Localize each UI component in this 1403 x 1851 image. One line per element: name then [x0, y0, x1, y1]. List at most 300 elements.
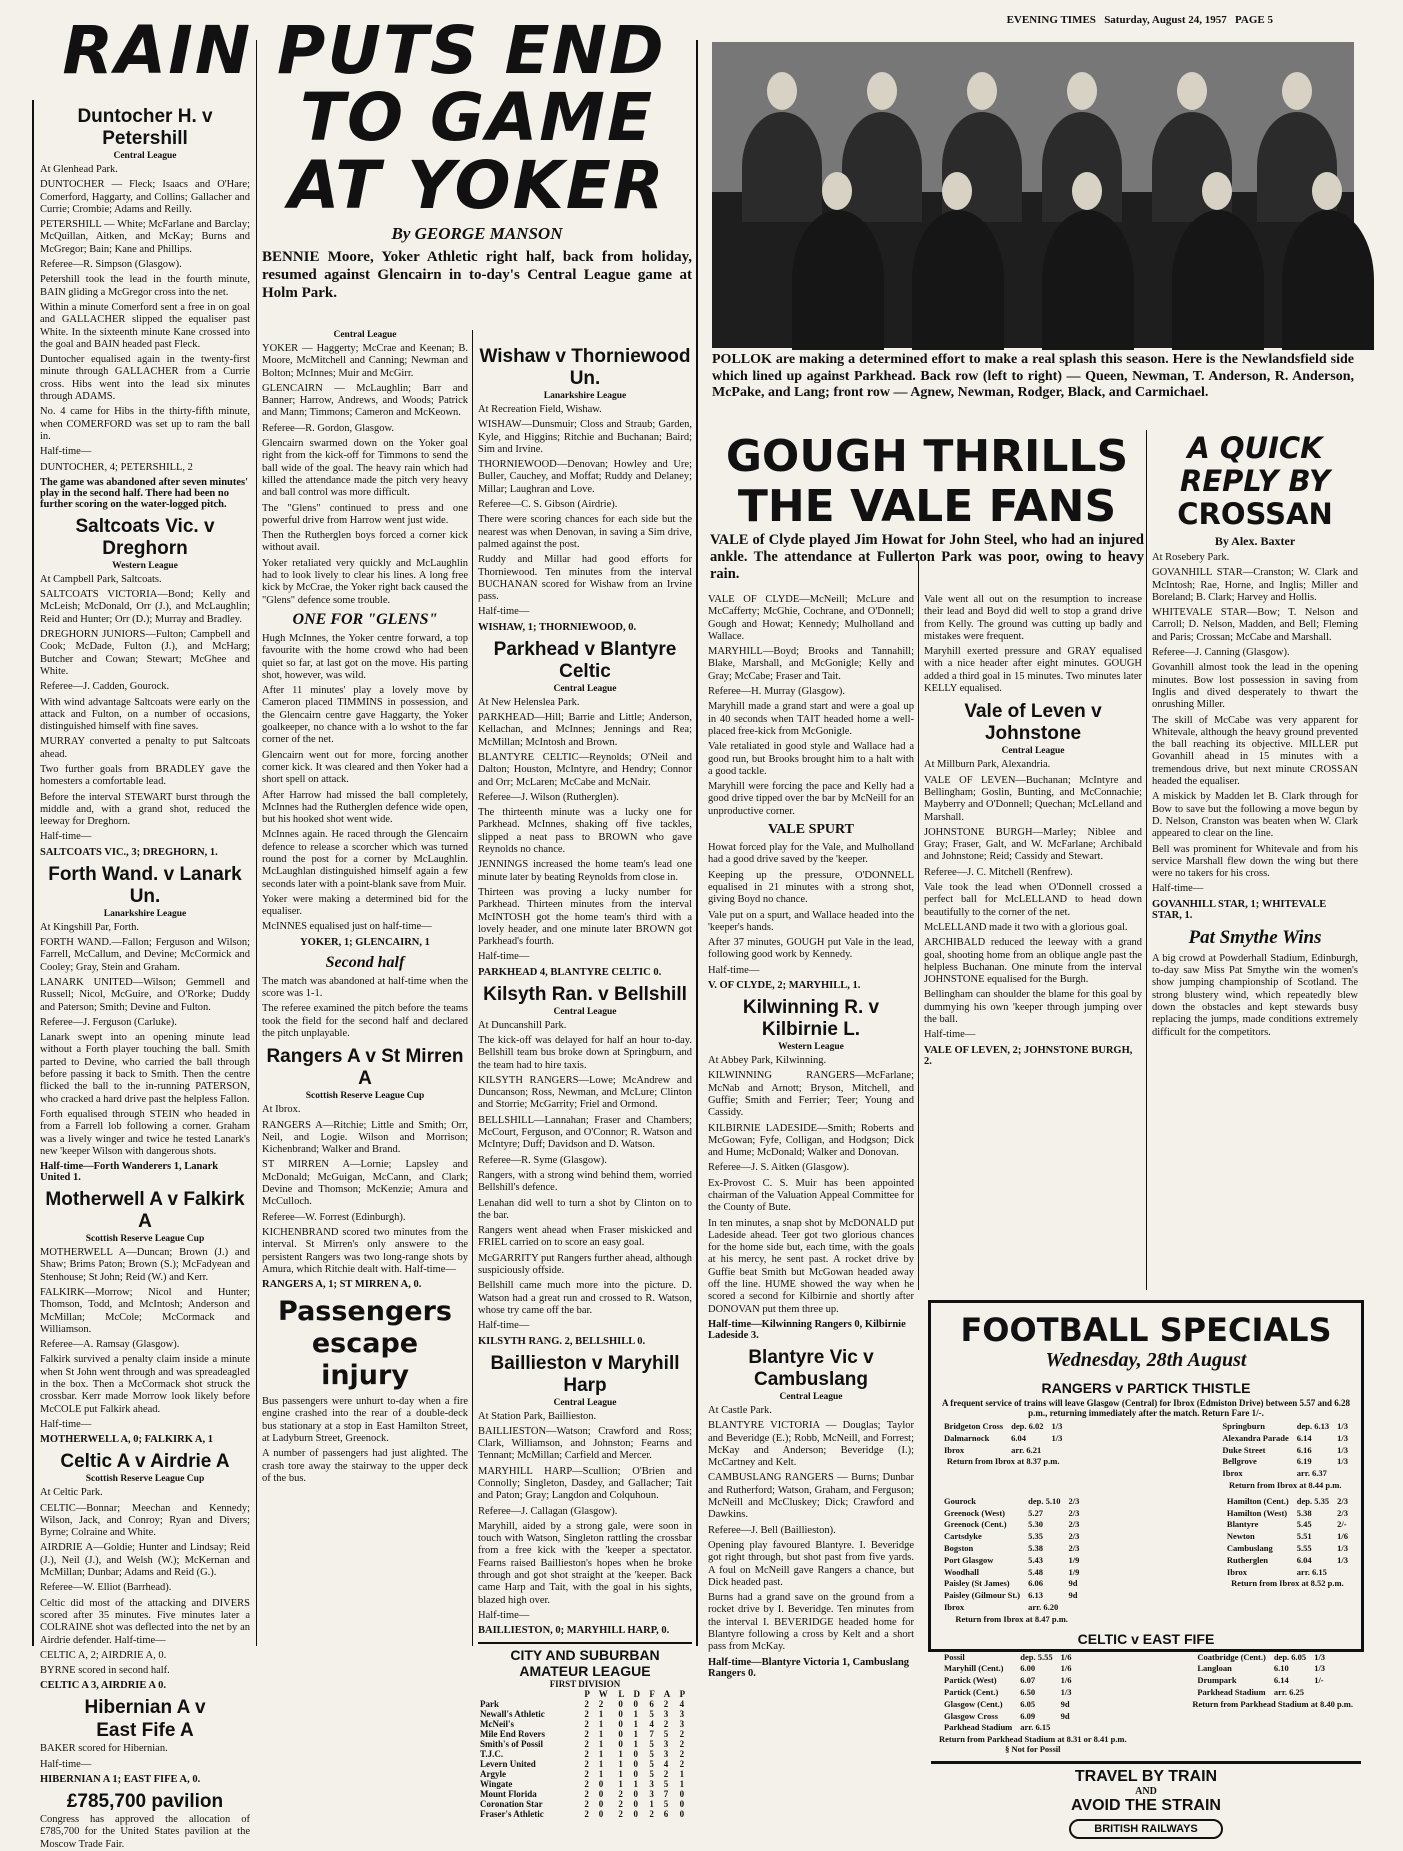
story-para: In ten minutes, a snap shot by McDONALD put Ladeside ahead. Teer got two glorious chances for the home side but, each time, with the goals at his mercy, he sent past. A rocket drive by Guffie beat Smith but McGowan headed away off the line. HUME showed the way when he scored a second for Kilbirnie and shortly after DONOVAN put them three up.	[708, 1217, 914, 1315]
rangers-stmirren-title: Rangers A v St Mirren A	[266, 1046, 464, 1090]
column-1-stories	[40, 106, 250, 1691]
table-cell: 2	[679, 1729, 685, 1740]
story-score: KILSYTH RANG. 2, BELLSHILL 0.	[478, 1335, 646, 1347]
story-para: KICHENBRAND scored two minutes from the interval. St Mirren's only answere to the persistent Rangers was two long-range shots by Amura, which Ritchie dealt with. Half-time—	[262, 1226, 468, 1275]
timetable-cell: 5.27	[1028, 1507, 1043, 1518]
story-para: Falkirk survived a penalty claim inside a minute when St John went through and was spreadeagled in the box. Then a McCormack shot struck the crossbar. Kerr made Morrow look likely before McCOLE put Falkirk ahead.	[40, 1354, 250, 1415]
story-para: Referee—J. Callagan (Glasgow).	[478, 1505, 618, 1517]
story-para: Referee—J. Bell (Baillieston).	[708, 1524, 836, 1536]
story-para: Bellshill came much more into the picture. D. Watson had a great run and crossed to R. Watson, whose try came off the bar.	[478, 1280, 692, 1316]
table-cell: 2	[584, 1789, 589, 1800]
table-cell: 2	[598, 1699, 604, 1710]
table-header-cell: L	[618, 1689, 625, 1700]
timetable-cell: 6.05	[1020, 1698, 1036, 1709]
timetable-cell: dep. 5.35	[1296, 1495, 1330, 1506]
timetable-row	[1224, 1556, 1351, 1566]
story-para: Maryhill were forcing the pace and Kelly had a good drive tipped over the bar by McNeill for an unproductive corner.	[708, 781, 914, 817]
col1-4-story	[40, 1451, 250, 1691]
timetable-cell: 5.30	[1028, 1519, 1043, 1530]
story-para: At Millburn Park, Alexandria.	[924, 759, 1051, 771]
table-cell: Mount Florida	[480, 1789, 537, 1800]
player-figure	[1282, 210, 1374, 350]
story-para: Ex-Provost C. S. Muir has been appointed chairman of the Valuation Appeal Committee for the County of Bute.	[708, 1177, 914, 1214]
story-para: Referee—W. Forrest (Edinburgh).	[262, 1211, 406, 1223]
table-cell: 0	[598, 1799, 604, 1810]
timetable-cell: Paisley (St James)	[944, 1578, 1010, 1589]
col1-3-story	[40, 1189, 250, 1445]
table-cell: 1	[618, 1749, 623, 1760]
table-cell: Mile End Rovers	[480, 1729, 545, 1740]
match-title: Saltcoats Vic. v Dreghorn	[75, 515, 215, 559]
timetable-cell: 1/3	[1337, 1456, 1348, 1467]
table-cell: 0	[633, 1749, 638, 1760]
table-cell: 0	[633, 1759, 638, 1770]
hibernian-title-1: Hibernian A v	[84, 1697, 206, 1719]
table-cell: 1	[618, 1759, 623, 1770]
timetable-cell: 1/3	[1337, 1542, 1348, 1553]
player-face	[867, 72, 897, 110]
story-para: Ruddy and Millar had good efforts for Thorniewood. Ten minutes from the interval BUCHANAN scored for Wishaw from an Irvine pass.	[478, 554, 692, 603]
story-para: At Abbey Park, Kilwinning.	[708, 1055, 827, 1067]
table-cell: 1	[598, 1749, 604, 1760]
story-para: MOTHERWELL A—Duncan; Brown (J.) and Shaw; Brims Paton; Brown (S.); McFadyean and Stenhouse; St John; Reid (W.) and Kerr.	[40, 1247, 250, 1283]
yoker-para: Then the Rutherglen boys forced a corner kick without avail.	[262, 530, 468, 554]
column-4	[708, 594, 914, 1679]
table-cell: 1	[633, 1779, 638, 1790]
player-figure	[842, 112, 922, 222]
table-cell: 2	[663, 1719, 669, 1730]
timetable-cell: 6.09	[1020, 1710, 1036, 1721]
amateur-division: FIRST DIVISION	[549, 1679, 621, 1690]
table-row	[478, 1769, 692, 1779]
table-cell: 0	[618, 1739, 623, 1750]
ad-slogan-1: TRAVEL BY TRAIN	[1074, 1767, 1218, 1785]
story-para: DUNTOCHER, 4; PETERSHILL, 2	[40, 461, 193, 473]
photo-caption: POLLOK are making a determined effort to make a real splash this season. Here is the Newlandsfield side which lined up against Parkhead. Back row (left to right) — Queen, Newman, T. Anderson, R. Anderson, McPake, and Lang; front row — Agnew, Newman, Rodger, Black, and Carmichael.	[712, 352, 1354, 400]
timetable-cell: 1/3	[1060, 1686, 1072, 1697]
table-cell: 2	[663, 1769, 669, 1780]
timetable-row	[941, 1434, 1065, 1444]
table-cell: 5	[649, 1769, 654, 1780]
timetable-cell: arr. 6.15	[1296, 1566, 1327, 1577]
table-cell: 2	[584, 1739, 589, 1750]
timetable-cell	[1058, 1723, 1075, 1733]
table-cell: 0	[679, 1809, 685, 1820]
table-cell: 5	[663, 1729, 669, 1740]
timetable-row	[1194, 1688, 1328, 1698]
vale-leven-title: Vale of Leven v Johnstone	[964, 701, 1102, 745]
story-para: No. 4 came for Hibs in the thirty-fifth minute, when COMERFORD was set up to ram the ball in.	[40, 406, 250, 442]
story-para: Maryhill, aided by a strong gale, were soon in touch with Watson, Singleton rattling the crossbar from a free kick with the 'keeper a spectator. Fearns raised Baillieston's hopes when he broke through and got shot straight at the 'keeper. Back came Harp and Tait, with the goal in his sights, blazed high over.	[478, 1520, 692, 1606]
story-para: Referee—J. Wilson (Rutherglen).	[478, 791, 619, 803]
timetable-row	[1224, 1544, 1351, 1554]
hibernian-title-2: East Fife A	[96, 1720, 194, 1742]
timetable-cell: Bridgeton Cross	[944, 1421, 1004, 1431]
table-row	[478, 1759, 692, 1769]
league-table-header	[478, 1689, 692, 1699]
story-para: Petershill took the lead in the fourth minute, BAIN gliding a McGregor cross into the net.	[40, 274, 250, 298]
league-name: Central League	[553, 683, 617, 694]
story-para: Referee—J. Ferguson (Carluke).	[40, 1016, 177, 1028]
table-cell: 1	[649, 1799, 654, 1810]
timetable-row	[941, 1568, 1082, 1578]
story-para: Vale retaliated in good style and Wallace had a good run, but Brooks brought him to a halt with a good tackle.	[708, 741, 914, 777]
table-cell: Fraser's Athletic	[480, 1809, 544, 1820]
yoker-team-1: YOKER — Haggerty; McCrae and Keenan; B. Moore, McMitchell and Canning; Newman and Bolton; McInnes; Muir and McGirr.	[262, 343, 468, 379]
page-number: PAGE 5	[1235, 14, 1273, 26]
timetable-block	[939, 1420, 1067, 1491]
table-cell: 0	[598, 1789, 604, 1800]
story-para: Bellingham can shoulder the blame for this goal by dummying his own 'keeper through jumping over the ball.	[924, 989, 1142, 1026]
timetable-cell: 2/3	[1068, 1542, 1080, 1553]
yoker-para: The match was abandoned at half-time when the score was 1-1.	[262, 975, 468, 1000]
table-cell: 3	[679, 1719, 685, 1730]
story-para: VALE OF CLYDE—McNeill; McLure and McCafferty; McGhie, Cochrane, and O'Donnell; Gough and Howat; Kennedy; Mulholland and Wallace.	[708, 594, 914, 642]
story-para: After 37 minutes, GOUGH put Vale in the lead, following good work by Kennedy.	[708, 937, 914, 961]
story-para: At Kingshill Par, Forth.	[40, 921, 140, 933]
match-title: Blantyre Vic v Cambuslang	[748, 1346, 874, 1390]
story-para: Opening play favoured Blantyre. I. Beveridge got right through, but shot past from five yards. A foul on McNeill gave Rangers a chance, but Dick headed past.	[708, 1539, 914, 1588]
amateur-title-1: CITY AND SUBURBAN	[510, 1647, 660, 1664]
timetable-cell: Woodhall	[944, 1566, 979, 1577]
col1-1-story	[40, 516, 250, 858]
timetable-cell: Blantyre	[1226, 1519, 1259, 1530]
table-row	[478, 1729, 692, 1739]
story-score: Half-time—Blantyre Victoria 1, Cambuslang Rangers 0.	[708, 1656, 910, 1679]
story-para: Bell was prominent for Whitevale and from his service Marshall flew down the wing but there were no takers for his cross.	[1152, 843, 1358, 880]
paper-date: Saturday, August 24, 1957	[1104, 14, 1227, 26]
league-table-body	[478, 1699, 692, 1819]
crossan-headline-1: A QUICK	[1187, 431, 1323, 465]
table-cell: 4	[663, 1759, 669, 1770]
match-title: Kilsyth Ran. v Bellshill	[483, 983, 687, 1005]
gough-crosshead: VALE SPURT	[768, 822, 854, 838]
table-cell: 1	[598, 1759, 604, 1770]
table-cell: 2	[584, 1699, 589, 1710]
table-header-cell: W	[598, 1689, 608, 1700]
story-para: KILSYTH RANGERS—Lowe; McAndrew and Duncanson; Ross, Newman, and McLure; Clinton and Storrie; McGarrity; Friel and Ormond.	[478, 1074, 692, 1111]
story-para: Half-time—	[478, 1609, 530, 1621]
timetable-cell: 6.04	[1011, 1432, 1026, 1443]
table-cell: 5	[649, 1749, 654, 1760]
timetable-cell: arr. 6.37	[1296, 1468, 1327, 1479]
timetable-cell: 9d	[1068, 1590, 1078, 1601]
table-header-cell: F	[649, 1689, 655, 1700]
timetable-cell: 5.35	[1028, 1531, 1043, 1542]
story-para: RANGERS A—Ritchie; Little and Smith; Orr, Neil, and Logie. Wilson and Morrison; Kichenbrand; Walker and Brand.	[262, 1119, 468, 1156]
timetable-cell: 1/9	[1068, 1554, 1080, 1565]
yoker-intro: BENNIE Moore, Yoker Athletic right half, back from holiday, resumed against Glencairn in to-day's Central League game at Holm Park.	[262, 249, 692, 301]
table-cell: Park	[480, 1699, 499, 1710]
pavilion-text: Congress has approved the allocation of £785,700 for the United States pavilion at the Moscow Trade Fair.	[40, 1814, 250, 1850]
passengers-title-1: Passengers	[278, 1296, 452, 1328]
timetable-cell: Newton	[1226, 1531, 1255, 1542]
table-row	[478, 1709, 692, 1719]
column-rule	[918, 560, 919, 1290]
player-figure	[1042, 210, 1134, 350]
table-cell: 2	[584, 1809, 589, 1820]
table-cell: 2	[679, 1739, 685, 1750]
timetable-cell: 1/3	[1051, 1421, 1063, 1431]
story-para: Half-time—	[1152, 883, 1204, 895]
timetable-row	[941, 1579, 1082, 1589]
timetable-cell: 2/3	[1337, 1495, 1348, 1506]
timetable-cell: 5.55	[1296, 1542, 1312, 1553]
story-score: CELTIC A 3, AIRDRIE A 0.	[40, 1680, 166, 1692]
timetable-cell: Coatbridge (Cent.)	[1197, 1651, 1266, 1662]
table-cell: 6	[663, 1809, 669, 1820]
ad-title: FOOTBALL SPECIALS	[960, 1311, 1332, 1349]
timetable-row	[941, 1676, 1074, 1686]
story-para: BLANTYRE VICTORIA — Douglas; Taylor and Beveridge (E.); Robb, McNeill, and Forrest; McKay and Anderson; Beveridge (I.); McCartney and Kelt.	[708, 1420, 914, 1469]
column-5	[924, 594, 1142, 1294]
timetable-cell: Hamilton (Cent.)	[1226, 1495, 1289, 1506]
match-title: Kilwinning R. v Kilbirnie L.	[742, 997, 880, 1041]
yoker-para: McInnes again. He raced through the Glencairn defence to release a scorcher which was turned round the post for a corner by McLaughlin. McLaughlan distinguished himself again a few seconds later with a point-blank save from Muir.	[262, 829, 468, 890]
story-para: BYRNE scored in second half.	[40, 1665, 170, 1677]
table-cell: Wingate	[480, 1779, 513, 1790]
story-para: KILWINNING RANGERS—McFarlane; McNab and Arnott; Bryson, Mitchell, and Guffie; Smith and Ferrier; Teer; Young and Cassidy.	[708, 1070, 914, 1119]
story-para: CAMBUSLANG RANGERS — Burns; Dunbar and Rutherford; Watson, Graham, and Ferguson; McNeill and McCluskey; Dick; Crawford and Dawkins.	[708, 1472, 914, 1521]
timetable-cell: arr. 6.20	[1028, 1601, 1059, 1612]
story-para: PETERSHILL — White; McFarlane and Barclay; McQuillan, Aitken, and McKay; Burns and McGregor; Bain; Kane and Phillips.	[40, 219, 250, 255]
table-cell: 1	[633, 1739, 638, 1750]
amateur-league	[478, 1642, 692, 1819]
crossan-headline-2: REPLY BY	[1180, 464, 1330, 498]
league-name: Central League	[779, 1391, 843, 1402]
table-cell: 1	[598, 1729, 604, 1740]
timetable-cell: Paisley (Gilmour St.)	[944, 1590, 1021, 1601]
timetable-cell: Ibrox	[1222, 1468, 1243, 1479]
timetable-row	[941, 1723, 1074, 1733]
story-para: At New Helenslea Park.	[478, 696, 580, 708]
timetable-row	[1194, 1676, 1328, 1686]
table-cell: 1	[679, 1779, 685, 1790]
table-cell: 0	[618, 1729, 623, 1740]
masthead	[1007, 14, 1273, 26]
blantyre-vic-story	[708, 1347, 914, 1679]
timetable-cell: 6.07	[1020, 1675, 1036, 1686]
timetable-cell: 5.48	[1028, 1566, 1043, 1577]
story-para: AIRDRIE A—Goldie; Hunter and Lindsay; Reid (J.), Neil (J.), and Welsh (W.); McKernan and McMillan; Dunbar; Adams and Reid (G.).	[40, 1542, 250, 1579]
table-row	[478, 1739, 692, 1749]
story-score: SALTCOATS VIC., 3; DREGHORN, 1.	[40, 846, 218, 858]
story-para: Referee—J. S. Aitken (Glasgow).	[708, 1162, 850, 1174]
timetable-cell: Drumpark	[1197, 1675, 1237, 1686]
timetable-cell: Maryhill (Cent.)	[944, 1663, 1004, 1674]
story-para: GOVANHILL STAR—Cranston; W. Clark and McIntosh; Rae, Horne, and Inglis; Miller and Boreland; B. Clark; Harvey and Hollis.	[1152, 567, 1358, 603]
timetable-cell: 6.10	[1273, 1663, 1289, 1674]
passengers-title-2: escape	[311, 1328, 419, 1360]
story-para: DREGHORN JUNIORS—Fulton; Campbell and Cook; McDade, Fulton (J.), and McHarg; Butcher and Cowan; Stewart; McGhee and White.	[40, 629, 250, 677]
timetable-cell: 5.45	[1296, 1519, 1312, 1530]
timetable-cell: Duke Street	[1222, 1444, 1266, 1455]
story-para: Referee—W. Elliot (Barrhead).	[40, 1582, 172, 1594]
timetable-cell: 1/3	[1337, 1432, 1348, 1443]
table-header-cell: A	[663, 1689, 671, 1700]
story-para: At Station Park, Baillieston.	[478, 1410, 597, 1422]
col1-0-story	[40, 106, 250, 510]
story-para: Bus passengers were unhurt to-day when a fire engine crashed into the rear of a double-deck bus stationary at a stop in East Hamilton Street, at Ladyburn Street, Greenock.	[262, 1396, 468, 1444]
story-para: LANARK UNITED—Wilson; Gemmell and Russell; Nicol, McGuire, and O'Rorke; Duddy and Paterson; Smith; Devine and Fulton.	[40, 976, 250, 1013]
story-para: FORTH WAND.—Fallon; Ferguson and Wilson; Farrell, McCallum, and Devine; McCormick and Cooley; Gray, Stein and Graham.	[40, 937, 250, 973]
table-cell: 0	[633, 1809, 638, 1820]
col3-0-story	[478, 346, 692, 633]
story-para: Duntocher equalised again in the twenty-first minute through GALLACHER from a Currie cross. Hibs went into the lead six minutes through ADAMS.	[40, 354, 250, 403]
timetable-possil	[939, 1651, 1076, 1736]
yoker-headline-line3: AT YOKER	[288, 147, 666, 224]
timetable-cell: 5.43	[1028, 1554, 1043, 1565]
player-face	[967, 72, 997, 110]
col3-2-story	[478, 984, 692, 1347]
table-cell: 2	[584, 1769, 589, 1780]
league-name: Scottish Reserve League Cup	[85, 1474, 205, 1485]
yoker-para: McINNES equalised just on half-time—	[262, 921, 432, 933]
timetable-row-2	[931, 1493, 1361, 1627]
ad-match-1: RANGERS v PARTICK THISTLE	[1041, 1380, 1251, 1396]
timetable-row	[941, 1700, 1074, 1710]
timetable-row	[941, 1664, 1074, 1674]
timetable-cell: 1/6	[1060, 1675, 1072, 1686]
timetable-row	[1219, 1469, 1351, 1479]
timetable-cell: 1/-	[1314, 1675, 1324, 1686]
player-face	[1072, 172, 1102, 210]
story-score: V. OF CLYDE, 2; MARYHILL, 1.	[708, 980, 861, 992]
yoker-para: Yoker retaliated very quickly and McLaughlin had to look lively to clear his lines. A long free kick by McCrae, the Yoker right back caused the "Glens" defence some trouble.	[262, 557, 468, 606]
story-para: Referee—H. Murray (Glasgow).	[708, 686, 846, 698]
football-specials-ad	[928, 1300, 1364, 1835]
story-para: Maryhill exerted pressure and GRAY equalised with a nice header after eight minutes. GOUGH added a third goal in 15 minutes. Two minutes later KELLY equalised.	[924, 646, 1142, 695]
yoker-para: The "Glens" continued to press and one powerful drive from Harrow went just wide.	[262, 502, 468, 526]
story-para: Referee—J. C. Mitchell (Renfrew).	[924, 866, 1073, 878]
table-cell: 5	[649, 1759, 654, 1770]
table-cell: 0	[679, 1789, 685, 1800]
story-score: MOTHERWELL A, 0; FALKIRK A, 1	[40, 1434, 213, 1446]
column-rule	[696, 40, 698, 1646]
story-score: Half-time—Forth Wanderers 1, Lanark United 1.	[40, 1161, 219, 1184]
story-para: Half-time—	[924, 1029, 976, 1041]
timetable-row	[941, 1603, 1082, 1613]
timetable-row	[1224, 1532, 1351, 1542]
table-cell: 0	[679, 1799, 685, 1810]
timetable-row	[1224, 1509, 1351, 1519]
table-cell: Smith's of Possil	[480, 1739, 544, 1750]
timetable-return: Return from Ibrox at 8.44 p.m.	[1228, 1479, 1342, 1490]
story-para: Lenahan did well to turn a shot by Clinton on to the bar.	[478, 1197, 692, 1221]
match-title: Celtic A v Airdrie A	[60, 1451, 230, 1473]
story-para: Maryhill made a grand start and were a goal up in 40 seconds when TAIT headed home a well-placed free-kick from McGonigle.	[708, 701, 914, 737]
table-cell: T.J.C.	[480, 1749, 504, 1760]
rangers-stmirren-league: Scottish Reserve League Cup	[305, 1091, 425, 1102]
league-name: Western League	[112, 560, 178, 571]
table-cell: 3	[649, 1779, 654, 1790]
table-cell: 1	[618, 1779, 623, 1790]
timetable-coatbridge	[1192, 1651, 1330, 1700]
timetable-cell: Ibrox	[1226, 1566, 1248, 1577]
story-para: BAILLIESTON—Watson; Crawford and Ross; Clark, Williamson, and Johnston; Fearns and Tennant; McMillan; Carfield and Mercer.	[478, 1425, 692, 1462]
column-rule	[32, 100, 34, 1646]
match-title: Baillieston v Maryhill Harp	[490, 1352, 680, 1396]
gough-headline-2: THE VALE FANS	[737, 481, 1117, 532]
timetable-return: Return from Parkhead Stadium at 8.31 or 8.41 p.m.	[939, 1734, 1127, 1745]
table-cell: 5	[663, 1799, 669, 1810]
match-title: Forth Wand. v Lanark Un.	[48, 863, 242, 907]
timetable-cell: Parkhead Stadium	[1197, 1686, 1266, 1697]
yoker-league: Central League	[333, 330, 397, 340]
timetable-cell: 2/3	[1068, 1519, 1080, 1530]
timetable-row	[941, 1591, 1082, 1601]
story-para: MARYHILL HARP—Scullion; O'Brien and Connolly; Singleton, Dasdey, and Gallacher; Tait and Paton; Gray; Langdon and Colquhoun.	[478, 1465, 692, 1502]
table-cell: 2	[584, 1729, 589, 1740]
story-para: The kick-off was delayed for half an hour to-day. Bellshill team bus broke down at Springburn, and the team had to hire taxis.	[478, 1034, 692, 1071]
story-para: Half-time—	[478, 1320, 530, 1332]
story-para: Half-time—	[40, 831, 92, 843]
story-para: Referee—J. Cadden, Gourock.	[40, 681, 170, 693]
story-para: At Ibrox.	[262, 1104, 301, 1116]
story-para: FALKIRK—Morrow; Nicol and Hunter; Thomson, Todd, and McIntosh; Anderson and McMillan; McCole; McCormack and Williamson.	[40, 1287, 250, 1335]
photo-caption-wrap	[712, 352, 1354, 430]
match-title: Motherwell A v Falkirk A	[45, 1189, 245, 1233]
column-rule	[1146, 430, 1147, 1290]
timetable-cell: Partick (Cent.)	[944, 1686, 999, 1697]
timetable-cell: 6.14	[1273, 1675, 1289, 1686]
yoker-crosshead-2: Second half	[325, 953, 405, 971]
table-cell: 4	[649, 1719, 654, 1730]
timetable-cell: 6.50	[1020, 1686, 1036, 1697]
story-score: RANGERS A, 1; ST MIRREN A, 0.	[262, 1279, 422, 1291]
timetable-cell: 1/6	[1337, 1531, 1348, 1542]
story-para: ST MIRREN A—Lornie; Lapsley and McDonald; McGuigan, McCann, and Clark; Devine and Thomson; McKenzie; Amura and McCulloch.	[262, 1159, 468, 1208]
timetable-cell: Cambuslang	[1226, 1542, 1273, 1553]
timetable-cell: Partick (West)	[944, 1675, 997, 1686]
column-rule	[472, 330, 473, 1646]
table-cell: 3	[663, 1709, 669, 1720]
timetable-cell: Possil	[944, 1651, 965, 1662]
timetable-cell: Greenock (West)	[944, 1507, 1005, 1518]
table-cell: 0	[633, 1769, 638, 1780]
story-para: Referee—C. S. Gibson (Airdrie).	[478, 499, 618, 511]
timetable-cell: 1/3	[1337, 1554, 1348, 1565]
timetable-return: Return from Ibrox at 8.52 p.m.	[1231, 1578, 1344, 1589]
story-para: Rangers, with a strong wind behind them, worried Bellshill's defence.	[478, 1169, 692, 1194]
table-cell: 1	[633, 1729, 638, 1740]
smythe-text: A big crowd at Powderhall Stadium, Edinburgh, to-day saw Miss Pat Smythe win the women's show jumping championship of Scotland. The strong blustery wind, which repeatedly blew down the obstacles and kept stewards busy replacing the jumps, made conditions extremely difficult for the competitors.	[1152, 952, 1358, 1038]
table-row	[478, 1749, 692, 1759]
timetable-cell: 1/6	[1060, 1663, 1072, 1674]
story-para: WISHAW—Dunsmuir; Closs and Straub; Garden, Kyle, and Higgins; Ritchie and Buchanan; Baird; Sim and Irvine.	[478, 419, 692, 455]
timetable-row	[941, 1712, 1074, 1722]
timetable-block	[939, 1651, 1127, 1755]
crossan-headline-3: CROSSAN	[1177, 497, 1333, 531]
table-cell: 2	[618, 1799, 623, 1810]
table-cell: 5	[663, 1779, 669, 1790]
table-cell: 0	[618, 1719, 623, 1730]
column-1	[40, 100, 250, 1850]
timetable-note: § Not for Possil	[1005, 1743, 1061, 1754]
col3-3-story	[478, 1353, 692, 1637]
table-cell: 2	[663, 1699, 669, 1710]
story-para: The skill of McCabe was very apparent for Whitevale, although the heavy ground prevented the ball reaching its objective. MILLER put Govanhill ahead in 15 minutes with a tremendous drive, but next minute CROSSAN headed the equaliser.	[1152, 714, 1358, 788]
yoker-crosshead-1: ONE FOR "GLENS"	[292, 610, 438, 628]
column-3-stories	[478, 346, 692, 1636]
timetable-cell: dep. 5.55	[1020, 1651, 1053, 1662]
yoker-referee: Referee—R. Gordon, Glasgow.	[262, 422, 394, 434]
story-para: Keeping up the pressure, O'DONNELL equalised in 21 minutes with a strong shot, giving Boyd no chance.	[708, 869, 914, 906]
timetable-cell: Bogston	[944, 1542, 974, 1553]
timetable-row	[941, 1509, 1082, 1519]
table-cell: 3	[663, 1739, 669, 1750]
gough-headline-1: GOUGH THRILLS	[725, 431, 1129, 482]
